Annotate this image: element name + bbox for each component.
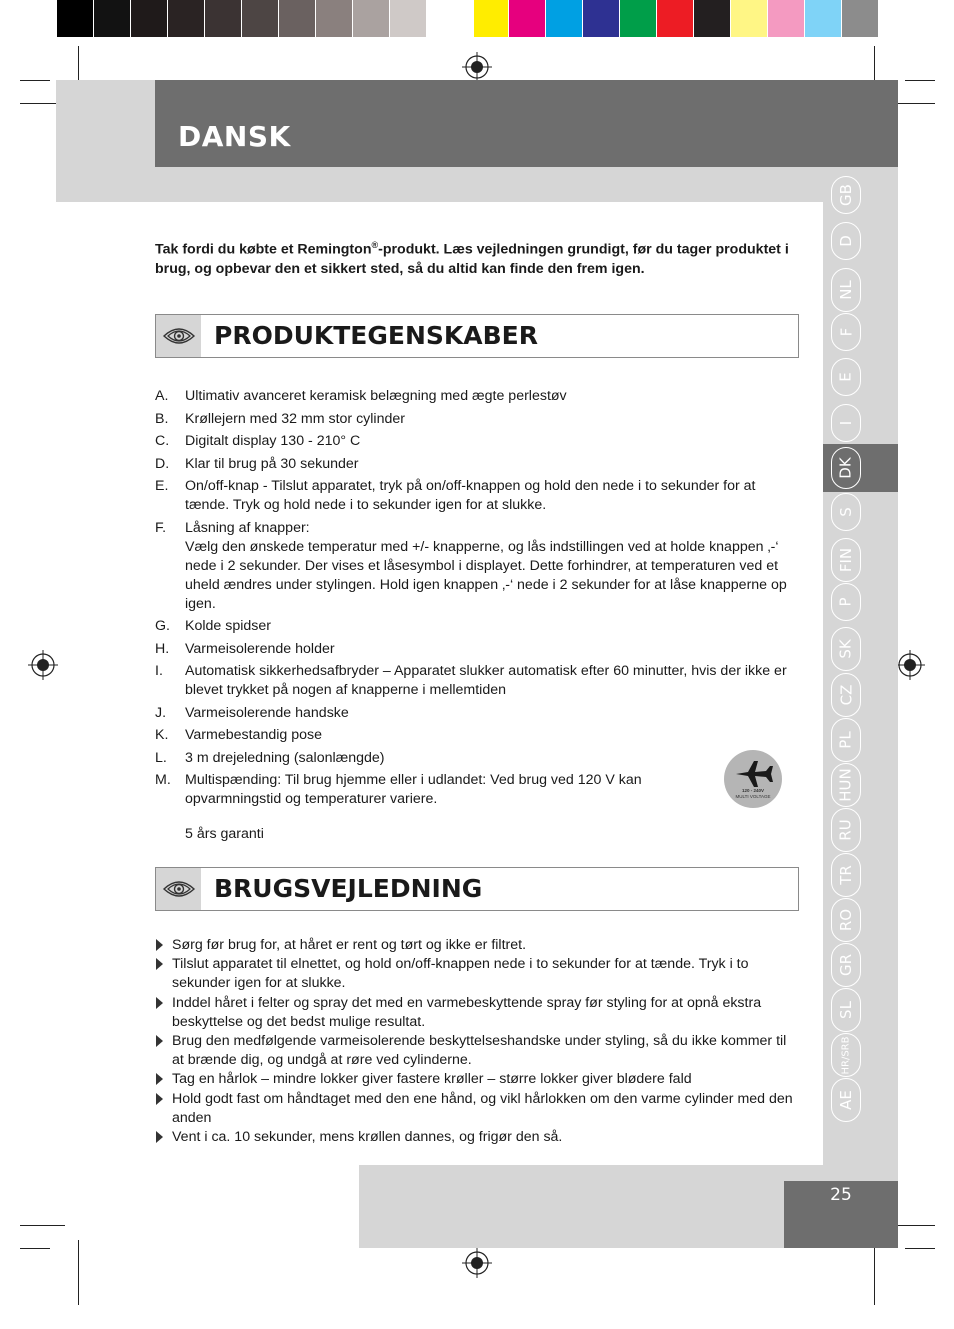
language-tab-label: NL <box>836 280 855 300</box>
triangle-bullet-icon <box>155 1032 172 1070</box>
language-tab-label: GR <box>836 953 855 977</box>
feature-text: Varmeisolerende handske <box>185 704 349 721</box>
language-tab-label: TR <box>837 865 855 885</box>
usage-list <box>155 936 800 1147</box>
feature-text: Digitalt display 130 - 210° C <box>185 433 361 449</box>
feature-item <box>155 477 795 515</box>
feature-item <box>155 726 795 745</box>
feature-item <box>155 662 795 700</box>
badge-voltage: 120 - 240V <box>741 788 765 793</box>
usage-item <box>155 994 800 1032</box>
usage-item <box>155 1128 800 1147</box>
language-tab-label: CZ <box>837 684 855 706</box>
usage-text: Sørg før brug for, at håret er rent og tørt og ikke er filtret. <box>172 937 527 953</box>
crop-mark <box>78 1240 79 1305</box>
language-tab-label: I <box>837 420 855 426</box>
language-tab-tr[interactable] <box>831 853 861 897</box>
registered-mark: ® <box>371 240 379 250</box>
color-calibration-bar <box>57 0 896 37</box>
feature-item <box>155 387 795 406</box>
language-tab-p[interactable] <box>831 583 861 621</box>
color-swatch <box>805 0 842 37</box>
language-tab-sl[interactable] <box>831 988 861 1032</box>
language-tab-hun[interactable] <box>831 763 861 807</box>
feature-text: Ultimativ avanceret keramisk belægning med ægte perlestøv <box>185 388 567 404</box>
feature-key: A. <box>155 388 169 404</box>
feature-key: J. <box>155 704 167 721</box>
language-tab-label: E <box>836 372 855 382</box>
feature-text: Varmeisolerende holder <box>185 640 335 657</box>
feature-text: Varmebestandig pose <box>185 727 322 743</box>
language-tab-dk[interactable] <box>831 447 861 489</box>
language-tab-label: SK <box>836 639 855 659</box>
feature-text: Låsning af knapper: Vælg den ønskede temperatur med +/- knapperne, og lås indstillingen ved at holde knappen ‚-‘ nede i 2 sekunder. Der vises et låsesymbol i displayet. Dette forhindrer, at temperaturen ved et uheld ændres under stylingen. Hold igen knappen ‚-‘ nede i 2 sekunder for at låse knapperne op igen. <box>185 519 787 612</box>
color-swatch <box>657 0 694 37</box>
triangle-bullet-icon <box>155 955 172 993</box>
language-tab-e[interactable] <box>831 358 861 396</box>
feature-text: Krøllejern med 32 mm stor cylinder <box>185 410 405 427</box>
crop-mark <box>20 80 50 81</box>
color-swatch <box>620 0 657 37</box>
language-tab-cz[interactable] <box>831 673 861 717</box>
usage-item <box>155 955 800 993</box>
triangle-bullet-icon <box>155 1070 172 1089</box>
language-tab-label: P <box>836 597 855 607</box>
color-swatch <box>731 0 768 37</box>
feature-key: E. <box>155 478 169 494</box>
feature-text: Multispænding: Til brug hjemme eller i udlandet: Ved brug ved 120 V kan opvarmningstid og temperaturer variere. <box>185 772 642 807</box>
registration-mark-icon <box>462 52 492 82</box>
language-tab-ru[interactable] <box>831 808 861 852</box>
language-tab-label: FIN <box>837 547 855 573</box>
usage-item <box>155 1090 800 1128</box>
color-swatch <box>242 0 279 37</box>
color-swatch <box>474 0 509 37</box>
language-tab-label: AE <box>837 1090 855 1110</box>
usage-text: Tilslut apparatet til elnettet, og hold on/off-knappen nede i to sekunder for at tænde. Tryk i to sekunder igen for at slukke. <box>172 956 749 992</box>
color-swatch <box>842 0 879 37</box>
language-tab-i[interactable] <box>831 404 861 442</box>
language-tab-label: D <box>837 235 855 247</box>
triangle-bullet-icon <box>155 1128 172 1147</box>
eye-icon-box <box>156 315 201 357</box>
color-swatch <box>768 0 805 37</box>
language-tab-label: GB <box>836 184 855 206</box>
crop-mark <box>905 1248 935 1249</box>
language-tab-gb[interactable] <box>831 176 861 214</box>
page-number: 25 <box>830 1185 852 1205</box>
feature-key: G. <box>155 618 170 634</box>
feature-item <box>155 432 795 451</box>
section-title-usage: BRUGSVEJLEDNING <box>214 874 483 903</box>
color-swatch <box>205 0 242 37</box>
intro-text <box>155 236 795 279</box>
section-header-usage <box>155 867 799 911</box>
color-swatch <box>94 0 131 37</box>
usage-text: Tag en hårlok – mindre lokker giver fastere krøller – større lokker giver blødere fald <box>172 1071 692 1088</box>
feature-text: Automatisk sikkerhedsafbryder – Apparatet slukker automatisk efter 60 minutter, hvis der ikke er blevet trykket på nogen af knapperne i mellemtiden <box>185 663 787 698</box>
triangle-bullet-icon <box>155 1090 172 1128</box>
usage-text: Brug den medfølgende varmeisolerende beskyttelseshandske under styling, så du ikke kommer til at brænde dig, og undgå at røre ved cylinderne. <box>172 1033 787 1069</box>
feature-key: L. <box>155 749 167 766</box>
usage-item <box>155 936 800 955</box>
feature-item <box>155 771 795 809</box>
feature-text: Kolde spidser <box>185 618 271 634</box>
language-tab-label: SL <box>836 1001 855 1019</box>
feature-item <box>155 519 795 614</box>
feature-text: 3 m drejeledning (salonlængde) <box>185 749 385 766</box>
language-tab-label: PL <box>837 731 855 749</box>
eye-icon <box>162 326 196 346</box>
usage-text: Hold godt fast om håndtaget med den ene hånd, og vikl hårlokken om den varme cylinder med den anden <box>172 1090 793 1126</box>
eye-icon-box <box>156 868 201 910</box>
color-swatch <box>509 0 546 37</box>
feature-item <box>155 704 795 723</box>
feature-key: H. <box>155 640 170 657</box>
section-title-features: PRODUKTEGENSKABER <box>214 321 539 350</box>
crop-mark <box>874 1240 875 1305</box>
page-title: DANSK <box>178 120 291 153</box>
usage-text: Vent i ca. 10 sekunder, mens krøllen dannes, og frigør den så. <box>172 1129 563 1146</box>
eye-icon <box>162 879 196 899</box>
language-tab-nl[interactable] <box>831 268 861 312</box>
language-tab-label: F <box>836 327 855 337</box>
feature-item <box>155 640 795 659</box>
color-swatch <box>694 0 731 37</box>
usage-item <box>155 1070 800 1089</box>
feature-key: C. <box>155 433 170 449</box>
language-tab-fin[interactable] <box>831 538 861 582</box>
feature-key: I. <box>155 663 163 679</box>
usage-text: Inddel håret i felter og spray det med en varmebeskyttende spray før styling for at opnå ekstra beskyttelse og det bedst mulige resultat. <box>172 994 762 1030</box>
language-tab-ro[interactable] <box>831 898 861 942</box>
intro-part1: Tak fordi du købte et Remington <box>155 241 372 258</box>
language-tab-ae[interactable] <box>831 1078 861 1122</box>
crop-mark <box>905 80 935 81</box>
registration-mark-icon <box>462 1248 492 1278</box>
language-tab-d[interactable] <box>831 222 861 260</box>
registration-mark-icon <box>28 650 58 680</box>
color-swatch <box>316 0 353 37</box>
triangle-bullet-icon <box>155 936 172 955</box>
color-swatch <box>131 0 168 37</box>
triangle-bullet-icon <box>155 994 172 1032</box>
color-swatch <box>390 0 427 37</box>
intro-part2: -produkt. Læs vejledningen grundigt, før du tager produktet i brug, og opbevar den et sikkert sted, så du altid kan finde den frem igen. <box>155 241 789 277</box>
language-tab-gr[interactable] <box>831 943 861 987</box>
multi-voltage-badge <box>724 750 782 808</box>
color-swatch <box>427 0 464 37</box>
language-tab-s[interactable] <box>831 493 861 531</box>
color-swatch <box>57 0 94 37</box>
usage-item <box>155 1032 800 1070</box>
feature-key: B. <box>155 410 169 427</box>
language-tab-hr-srb[interactable] <box>831 1033 861 1077</box>
color-swatch <box>546 0 583 37</box>
feature-key: K. <box>155 727 169 743</box>
features-list <box>155 387 795 813</box>
warranty-text: 5 års garanti <box>185 826 264 842</box>
language-tab-label: DK <box>836 457 855 479</box>
feature-text: On/off-knap - Tilslut apparatet, tryk på on/off-knappen og hold den nede i to sekunder for at tænde. Tryk og hold nede i to sekunder igen for at slukke. <box>185 478 756 513</box>
section-header-features <box>155 314 799 358</box>
language-tab-label: HUN <box>837 768 856 802</box>
feature-item <box>155 749 795 768</box>
feature-item <box>155 617 795 636</box>
crop-mark <box>20 1248 50 1249</box>
feature-item <box>155 455 795 474</box>
feature-key: M. <box>155 772 171 788</box>
color-swatch <box>279 0 316 37</box>
feature-item <box>155 410 795 429</box>
color-swatch <box>168 0 205 37</box>
color-swatch <box>583 0 620 37</box>
feature-key: F. <box>155 519 167 536</box>
language-tab-pl[interactable] <box>831 718 861 762</box>
registration-mark-icon <box>895 650 925 680</box>
language-tab-label: S <box>837 507 855 517</box>
color-swatch <box>353 0 390 37</box>
language-tab-label: RO <box>836 908 855 932</box>
badge-label: MULTI VOLTAGE <box>735 794 771 799</box>
language-tab-sk[interactable] <box>831 627 861 671</box>
language-tab-label: RU <box>837 819 855 841</box>
language-tab-label: HR/SRB <box>840 1036 852 1074</box>
feature-key: D. <box>155 455 170 472</box>
feature-text: Klar til brug på 30 sekunder <box>185 455 359 472</box>
crop-mark <box>20 1225 65 1226</box>
language-tab-f[interactable] <box>831 313 861 351</box>
